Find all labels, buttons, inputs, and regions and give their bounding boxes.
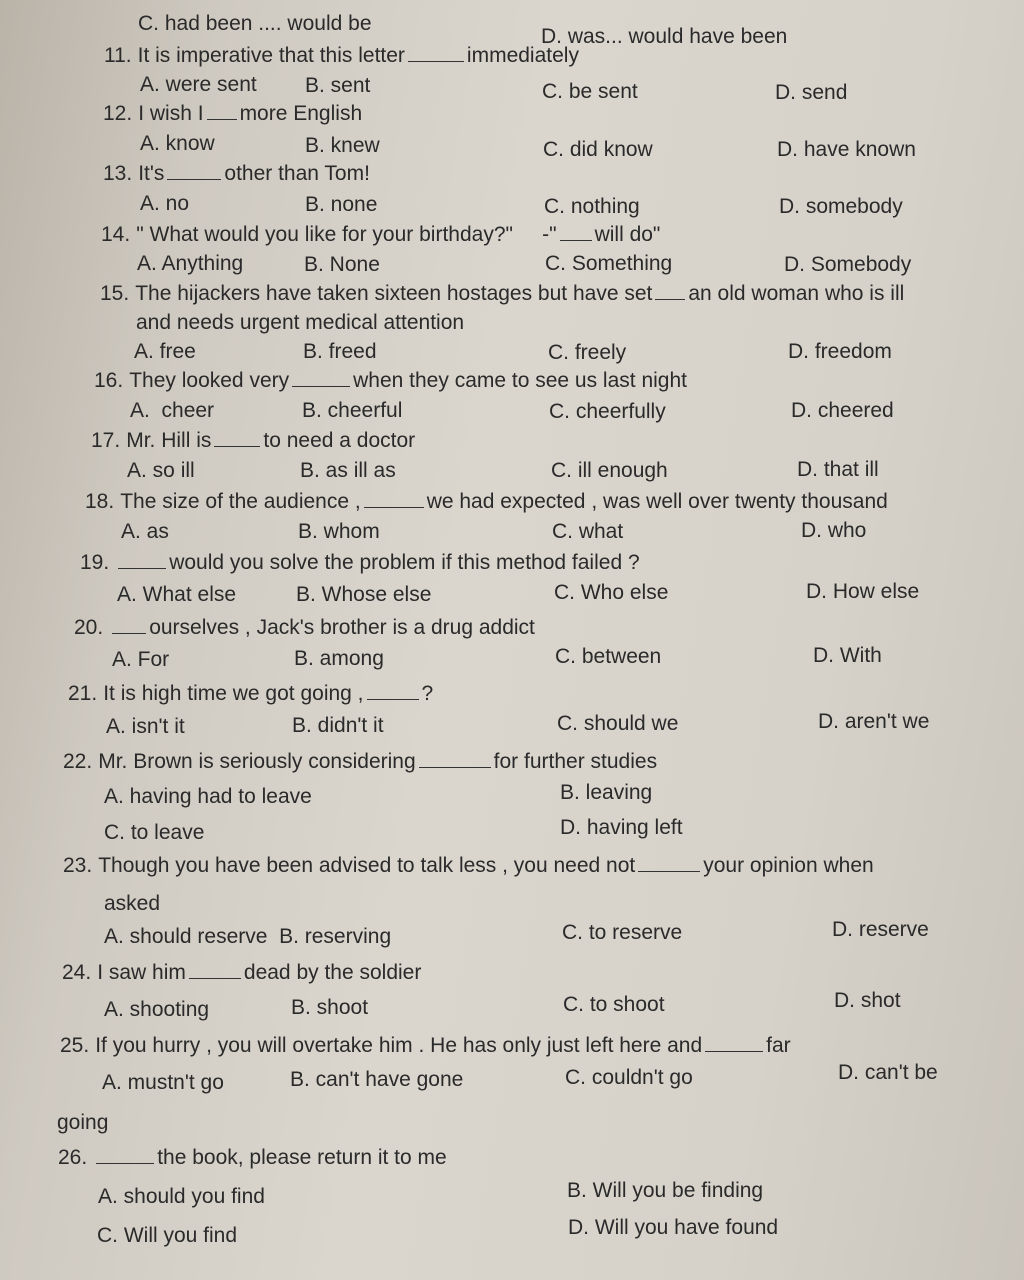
answer-blank [705, 1051, 763, 1052]
option-c: C. freely [548, 341, 627, 364]
question-16 [94, 368, 687, 394]
option-c: C. nothing [544, 195, 640, 218]
question-text: It is high time we got going , [103, 682, 364, 705]
option-b: B. freed [303, 340, 377, 363]
question-22 [63, 749, 657, 775]
option-a-b: A. should reserve B. reserving [104, 925, 392, 948]
question-12 [103, 101, 362, 127]
question-number: 16. [94, 369, 124, 392]
option-d: D. shot [834, 989, 901, 1012]
option-c: C. had been .... would be [138, 12, 372, 35]
option-a: A. as [121, 520, 169, 543]
option-c: C. between [555, 645, 662, 668]
question-number: 19. [80, 551, 110, 574]
option-a: A. should you find [98, 1185, 265, 1208]
option-c: C. Who else [554, 581, 669, 604]
question-25 [60, 1033, 791, 1059]
option-a: A. isn't it [106, 715, 185, 738]
question-number: 23. [63, 854, 93, 877]
question-text: we had expected , was well over twenty thousand [426, 490, 888, 513]
question-number: 20. [74, 616, 104, 639]
question-text: ourselves , Jack's brother is a drug addict [149, 616, 535, 639]
question-text: would you solve the problem if this method failed ? [169, 551, 640, 574]
option-d: D. Will you have found [568, 1216, 779, 1239]
option-b: B. Will you be finding [567, 1179, 764, 1202]
option-d: D. Somebody [784, 253, 912, 276]
question-text: The hijackers have taken sixteen hostages but have set [135, 282, 653, 305]
answer-blank [112, 633, 146, 634]
option-a: A. shooting [104, 998, 210, 1021]
answer-blank [207, 119, 237, 120]
option-d: D. reserve [832, 918, 929, 941]
option-d: D. somebody [779, 195, 903, 218]
answer-blank [408, 61, 464, 62]
option-c: C. cheerfully [549, 400, 666, 423]
question-text: an old woman who is ill [688, 282, 905, 305]
question-text: more English [239, 102, 363, 125]
option-d-continuation: going [57, 1111, 109, 1134]
answer-blank [419, 767, 491, 768]
answer-blank [118, 568, 166, 569]
question-number: 26. [58, 1146, 88, 1169]
option-a: A. mustn't go [102, 1071, 224, 1094]
question-text: for further studies [493, 750, 658, 773]
question-number: 18. [85, 490, 115, 513]
question-23 [63, 853, 874, 879]
answer-blank [638, 871, 700, 872]
question-text: It is imperative that this letter [137, 44, 405, 67]
question-text: I saw him [97, 961, 186, 984]
answer-blank [189, 978, 241, 979]
question-text: the book, please return it to me [157, 1146, 447, 1169]
option-d: D. was... would have been [541, 25, 788, 48]
option-c: C. couldn't go [565, 1066, 693, 1089]
question-number: 14. [101, 223, 131, 246]
question-text: ? [421, 682, 434, 705]
option-b: B. None [304, 253, 380, 276]
option-b: B. leaving [560, 781, 653, 804]
option-c: C. be sent [542, 80, 638, 103]
option-b: B. can't have gone [290, 1068, 464, 1091]
question-14 [101, 222, 660, 248]
question-number: 21. [68, 682, 98, 705]
option-b: B. didn't it [292, 714, 384, 737]
question-text: " What would you like for your birthday?" -" [136, 223, 557, 246]
option-c: C. should we [557, 712, 679, 735]
option-d: D. that ill [797, 458, 879, 481]
question-13 [103, 161, 370, 187]
question-text: will do" [594, 223, 661, 246]
question-text: I wish I [138, 102, 204, 125]
question-text: Mr. Hill is [126, 429, 212, 452]
question-text: It's [138, 162, 165, 185]
option-a: A. free [134, 340, 196, 363]
question-number: 17. [91, 429, 121, 452]
question-number: 25. [60, 1034, 90, 1057]
question-text: your opinion when [703, 854, 874, 877]
option-c: C. did know [543, 138, 653, 161]
option-c: C. ill enough [551, 459, 668, 482]
question-number: 13. [103, 162, 133, 185]
option-c: C. to reserve [562, 921, 683, 944]
option-c: C. Will you find [97, 1224, 238, 1247]
question-number: 22. [63, 750, 93, 773]
question-number: 12. [103, 102, 133, 125]
question-continuation: asked [104, 892, 161, 915]
answer-blank [167, 179, 221, 180]
option-a: A. For [112, 648, 170, 671]
option-d: D. cheered [791, 399, 894, 422]
question-17 [91, 428, 415, 454]
answer-blank [292, 386, 350, 387]
answer-blank [214, 446, 260, 447]
option-a: A. cheer [130, 399, 215, 422]
question-text: to need a doctor [263, 429, 416, 452]
option-b: B. none [305, 193, 378, 216]
option-d: D. who [801, 519, 867, 542]
option-b: B. as ill as [300, 459, 396, 482]
option-c: C. to leave [104, 821, 205, 844]
question-24 [62, 960, 421, 986]
question-text: Though you have been advised to talk less , you need not [98, 854, 636, 877]
question-text: If you hurry , you will overtake him . He has only just left here and [95, 1034, 703, 1057]
question-text: far [766, 1034, 791, 1057]
answer-blank [367, 699, 419, 700]
question-text: other than Tom! [224, 162, 370, 185]
option-b: B. Whose else [296, 583, 432, 606]
question-19 [80, 550, 640, 576]
question-11 [104, 43, 579, 69]
option-b: B. whom [298, 520, 380, 543]
answer-blank [364, 507, 424, 508]
option-b: B. cheerful [302, 399, 403, 422]
question-text: when they came to see us last night [353, 369, 687, 392]
option-d: D. With [813, 644, 882, 667]
question-18 [85, 489, 888, 515]
option-b: B. among [294, 647, 384, 670]
option-b: B. shoot [291, 996, 369, 1019]
question-26 [58, 1145, 447, 1171]
answer-blank [655, 299, 685, 300]
question-21 [68, 681, 433, 707]
option-a: A. What else [117, 583, 237, 606]
option-d: D. have known [777, 138, 916, 161]
option-a: A. know [140, 132, 215, 155]
answer-blank [96, 1163, 154, 1164]
option-a: A. Anything [137, 252, 244, 275]
option-c: C. what [552, 520, 624, 543]
option-b: B. knew [305, 134, 380, 157]
question-continuation: and needs urgent medical attention [136, 311, 465, 334]
question-15 [100, 281, 904, 307]
option-a: A. so ill [127, 459, 195, 482]
option-b: B. sent [305, 74, 371, 97]
option-d: D. freedom [788, 340, 892, 363]
option-a: A. were sent [140, 73, 257, 96]
option-a: A. having had to leave [104, 785, 312, 808]
question-number: 11. [104, 44, 132, 67]
question-number: 15. [100, 282, 130, 305]
question-text: They looked very [129, 369, 290, 392]
option-a: A. no [140, 192, 190, 215]
answer-blank [560, 240, 592, 241]
question-text: immediately [466, 44, 579, 67]
option-d: D. having left [560, 816, 683, 839]
question-text: dead by the soldier [243, 961, 422, 984]
option-d: D. can't be [838, 1061, 938, 1084]
option-c: C. to shoot [563, 993, 665, 1016]
option-d: D. How else [806, 580, 920, 603]
option-c: C. Something [545, 252, 673, 275]
question-text: The size of the audience , [120, 490, 361, 513]
question-text: Mr. Brown is seriously considering [98, 750, 416, 773]
question-number: 24. [62, 961, 92, 984]
option-d: D. aren't we [818, 710, 930, 733]
option-d: D. send [775, 81, 848, 104]
question-20 [74, 615, 535, 641]
